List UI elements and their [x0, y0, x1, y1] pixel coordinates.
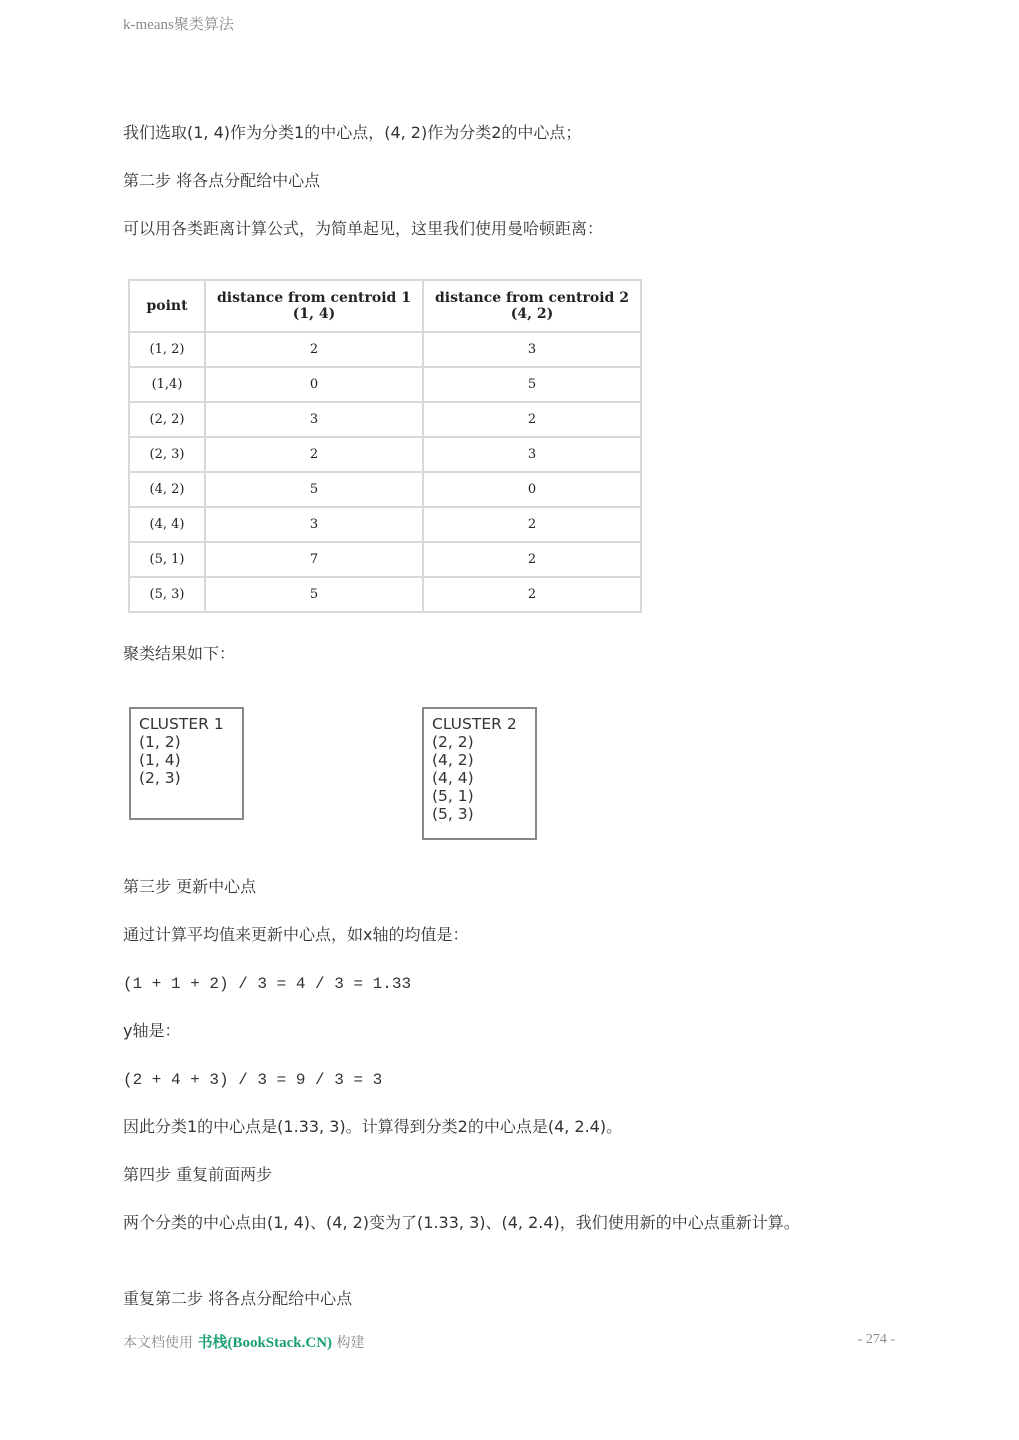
cluster-1-point: (2, 3) [139, 769, 181, 787]
page-number: - 274 - [857, 1332, 895, 1347]
step-two-heading: 第二步 将各点分配给中心点 [123, 171, 321, 190]
cell-d1: 5 [205, 472, 423, 507]
cluster-2-title: CLUSTER 2 [432, 715, 517, 733]
table-row [129, 402, 641, 437]
cell-point: (1, 2) [129, 332, 205, 367]
header-d1-line2: (1, 4) [292, 306, 336, 322]
cell-d1: 0 [205, 367, 423, 402]
table-row [129, 437, 641, 472]
cluster-1-point: (1, 4) [139, 751, 181, 769]
formula-x-mean: (1 + 1 + 2) / 3 = 4 / 3 = 1.33 [123, 975, 412, 993]
cluster-2-box [422, 707, 537, 840]
cluster-1-title: CLUSTER 1 [139, 715, 224, 733]
table-row [129, 472, 641, 507]
cell-point: (1,4) [129, 367, 205, 402]
header-d2-line2: (4, 2) [510, 306, 554, 322]
table-row [129, 577, 641, 612]
distance-table [128, 279, 642, 613]
paragraph-cluster-result: 聚类结果如下： [123, 644, 236, 663]
paragraph-centroid-change: 两个分类的中心点由(1, 4)、(4, 2)变为了(1.33, 3)、(4, 2.4)，我们使用新的中心点重新计算。 [123, 1213, 800, 1232]
table-row [129, 542, 641, 577]
cell-d1: 7 [205, 542, 423, 577]
paragraph-new-centroids: 因此分类1的中心点是(1.33, 3)。计算得到分类2的中心点是(4, 2.4)。 [123, 1117, 623, 1136]
cell-d1: 2 [205, 437, 423, 472]
cell-d2: 3 [423, 332, 641, 367]
header-distance-centroid-1 [205, 280, 423, 332]
step-four-heading: 第四步 重复前面两步 [123, 1165, 273, 1184]
cell-d2: 2 [423, 507, 641, 542]
footer-prefix: 本文档使用 [123, 1335, 198, 1351]
distance-table-header-row [129, 280, 641, 332]
cell-d1: 3 [205, 402, 423, 437]
paragraph-y-axis: y轴是： [123, 1021, 181, 1040]
header-distance-centroid-2 [423, 280, 641, 332]
footer-suffix: 构建 [332, 1335, 365, 1351]
bookstack-link[interactable]: 书栈(BookStack.CN) [197, 1335, 333, 1351]
cell-d1: 5 [205, 577, 423, 612]
cluster-2-point: (2, 2) [432, 733, 474, 751]
cell-d2: 2 [423, 577, 641, 612]
formula-y-mean: (2 + 4 + 3) / 3 = 9 / 3 = 3 [123, 1071, 383, 1089]
cell-d2: 2 [423, 402, 641, 437]
repeat-step-two-heading: 重复第二步 将各点分配给中心点 [123, 1289, 353, 1308]
cluster-2-point: (4, 4) [432, 769, 474, 787]
document-header-title: k-means聚类算法 [123, 17, 234, 33]
cluster-2-point: (5, 1) [432, 787, 474, 805]
cell-d2: 3 [423, 437, 641, 472]
cluster-2-point: (5, 3) [432, 805, 474, 823]
table-row [129, 332, 641, 367]
cell-point: (2, 2) [129, 402, 205, 437]
table-row [129, 507, 641, 542]
cell-point: (5, 1) [129, 542, 205, 577]
cell-d1: 3 [205, 507, 423, 542]
cluster-1-point: (1, 2) [139, 733, 181, 751]
step-three-heading: 第三步 更新中心点 [123, 877, 257, 896]
cluster-2-point: (4, 2) [432, 751, 474, 769]
cell-point: (5, 3) [129, 577, 205, 612]
cell-point: (2, 3) [129, 437, 205, 472]
paragraph-initial-centroids: 我们选取(1, 4)作为分类1的中心点，(4, 2)作为分类2的中心点； [123, 123, 582, 142]
paragraph-manhattan-distance: 可以用各类距离计算公式，为简单起见，这里我们使用曼哈顿距离： [123, 219, 604, 238]
header-d2-line1: distance from centroid 2 [435, 290, 629, 306]
cell-d2: 0 [423, 472, 641, 507]
header-point: point [129, 280, 205, 332]
cell-point: (4, 4) [129, 507, 205, 542]
table-row [129, 367, 641, 402]
cell-d2: 2 [423, 542, 641, 577]
cluster-1-box [129, 707, 244, 820]
header-d1-line1: distance from centroid 1 [217, 290, 411, 306]
cell-point: (4, 2) [129, 472, 205, 507]
footer-credit [123, 1331, 365, 1352]
cell-d2: 5 [423, 367, 641, 402]
paragraph-mean-x: 通过计算平均值来更新中心点，如x轴的均值是： [123, 925, 469, 944]
cell-d1: 2 [205, 332, 423, 367]
